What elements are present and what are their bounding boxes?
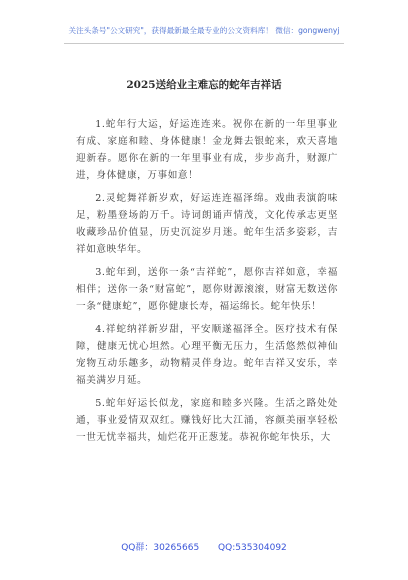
- document-title: 2025送给业主难忘的蛇年吉祥话: [126, 79, 282, 91]
- paragraph-2: 2.灵蛇舞祥新岁欢，好运连连福泽绵。戏曲表演韵味足，粉墨登场韵万千。诗词朗诵声情茂，文化传承志更坚收藏珍品价值显，历史沉淀岁月迷。蛇年生活多姿彩，吉祥如意映华年。: [76, 193, 338, 255]
- document-body: [76, 116, 338, 452]
- footer-qq-number: QQ:535304092: [218, 543, 287, 553]
- paragraph-4: 4.祥蛇纳祥新岁甜，平安顺遂福泽全。医疗技术有保障，健康无忧心坦然。心理平衡无压力，生活悠然似神仙宠物互动乐趣多，动物精灵伴身边。蛇年吉祥又安乐，幸福美满岁月延。: [76, 324, 338, 386]
- footer-qq-group: QQ群：30265665: [121, 543, 200, 553]
- paragraph-3: 3.蛇年到，送你一条“吉祥蛇”，愿你吉祥如意，幸福相伴；送你一条“财富蛇”，愿你财源滚滚，财富无数送你一条“健康蛇”，愿你健康长寿，福运绵长。蛇年快乐！: [76, 267, 338, 312]
- paragraph-1: 1.蛇年行大运，好运连连来。祝你在新的一年里事业有成、家庭和睦、身体健康！金龙舞去银蛇来，欢天喜地迎新春。愿你在新的一年里事业有成，步步高升，财源广进，身体健康，万事如意！: [76, 119, 338, 181]
- header-divider: [64, 43, 344, 44]
- footer-contact: [0, 540, 408, 553]
- paragraph-5: 5.蛇年好运长似龙，家庭和睦多兴隆。生活之路处处通，事业爱情双双红。赚钱好比大江涌，容颜美丽享轻松一世无忧幸福共，灿烂花开正葱茏。恭祝你蛇年快乐，大: [76, 398, 338, 443]
- header-banner: 关注头条号"公文研究"，获得最新最全最专业的公文资料库！ 微信：gongwenyj: [68, 26, 340, 35]
